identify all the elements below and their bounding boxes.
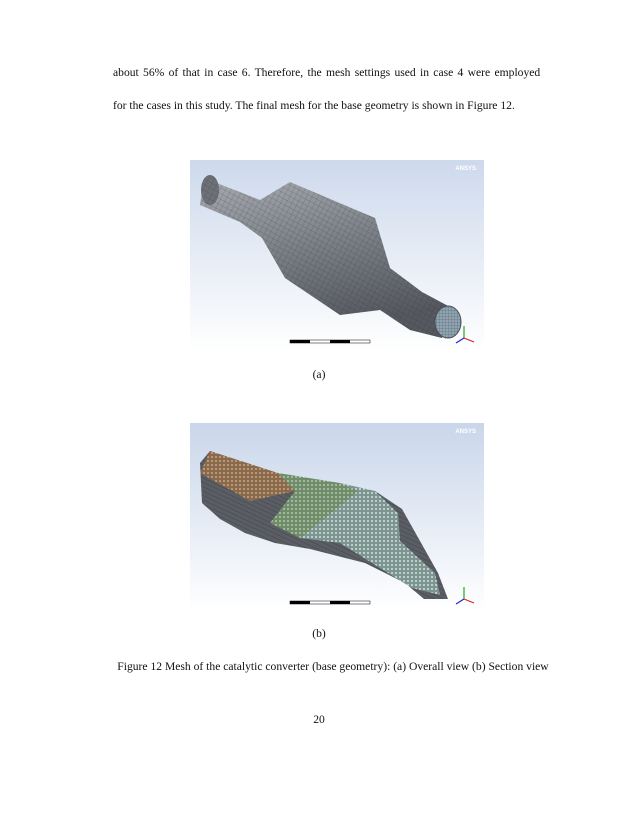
scale-bar — [290, 340, 370, 343]
figure-12a-label: (a) — [312, 368, 326, 381]
figure-12a-overall-view — [190, 160, 484, 351]
ansys-logo: ANSYS — [455, 429, 476, 435]
ansys-logo: ANSYS — [455, 166, 476, 172]
body-text-line-1: about 56% of that in case 6. Therefore, the mesh settings used in case 4 were employed — [113, 66, 541, 79]
figure-caption: Figure 12 Mesh of the catalytic converter (base geometry): (a) Overall view (b) Section view — [117, 660, 549, 673]
scale-bar — [290, 601, 370, 604]
body-text-line-2: for the cases in this study. The final mesh for the base geometry is shown in Figure 12. — [113, 99, 515, 112]
figure-12b-label: (b) — [312, 627, 326, 640]
figure-12b-section-view — [190, 423, 484, 611]
page-number: 20 — [313, 713, 325, 726]
